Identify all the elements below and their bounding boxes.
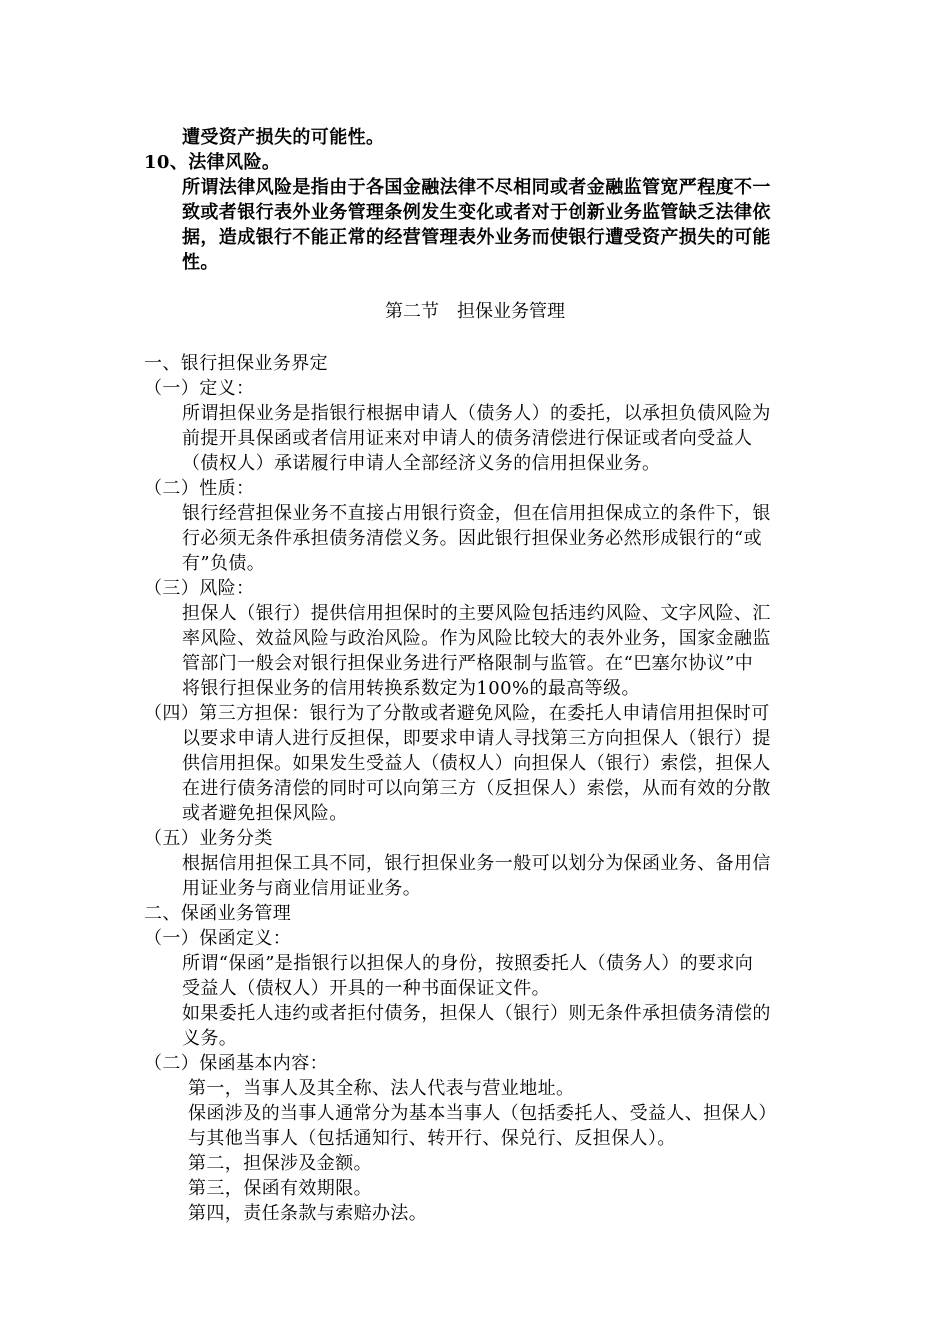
text-line: 与其他当事人（包括通知行、转开行、保兑行、反担保人）。: [188, 1128, 676, 1149]
text-line: 有”负债。: [182, 553, 266, 574]
subheading-classification: （五）业务分类: [144, 828, 273, 849]
text-line: 银行经营担保业务不直接占用银行资金，但在信用担保成立的条件下，银: [182, 503, 771, 524]
text-line: 如果委托人违约或者拒付债务，担保人（银行）则无条件承担债务清偿的: [182, 1003, 771, 1024]
text-line: 遭受资产损失的可能性。: [182, 127, 385, 148]
text-line: 以要求申请人进行反担保，即要求申请人寻找第三方向担保人（银行）提: [182, 728, 771, 749]
text-line: 将银行担保业务的信用转换系数定为100%的最高等级。: [182, 678, 640, 699]
heading-legal-risk: 10、法律风险。: [144, 152, 281, 173]
text-line: 或者避免担保风险。: [182, 803, 348, 824]
subheading-lg-definition: （一）保函定义：: [144, 928, 292, 949]
text-line: 前提开具保函或者信用证来对申请人的债务清偿进行保证或者向受益人: [182, 428, 753, 449]
text-line: 第二，担保涉及金额。: [188, 1153, 372, 1174]
subheading-nature: （二）性质：: [144, 478, 255, 499]
text-line: 担保人（银行）提供信用担保时的主要风险包括违约风险、文字风险、汇: [182, 603, 771, 624]
subheading-definition: （一）定义：: [144, 378, 255, 399]
text-line: 所谓法律风险是指由于各国金融法律不尽相同或者金融监管宽严程度不一: [182, 177, 771, 198]
text-line: 所谓担保业务是指银行根据申请人（债务人）的委托，以承担负债风险为: [182, 403, 771, 424]
text-line: （债权人）承诺履行申请人全部经济义务的信用担保业务。: [182, 453, 661, 474]
text-line: 所谓“保函”是指银行以担保人的身份，按照委托人（债务人）的要求向: [182, 953, 754, 974]
text-line: 性。: [182, 252, 219, 273]
text-line: 用证业务与商业信用证业务。: [182, 878, 422, 899]
subheading-third-party: （四）第三方担保：银行为了分散或者避免风险，在委托人申请信用担保时可: [144, 703, 770, 724]
heading-guarantee-definition: 一、银行担保业务界定: [144, 353, 328, 374]
text-line: 行必须无条件承担债务清偿义务。因此银行担保业务必然形成银行的“或: [182, 528, 762, 549]
text-line: 受益人（债权人）开具的一种书面保证文件。: [182, 978, 550, 999]
text-line: 率风险、效益风险与政治风险。作为风险比较大的表外业务，国家金融监: [182, 628, 771, 649]
text-line: 据，造成银行不能正常的经营管理表外业务而使银行遭受资产损失的可能: [182, 227, 771, 248]
text-line: 供信用担保。如果发生受益人（债权人）向担保人（银行）索偿，担保人: [182, 753, 771, 774]
section-title: 第二节 担保业务管理: [385, 301, 565, 322]
text-line: 第三，保函有效期限。: [188, 1178, 372, 1199]
subheading-lg-contents: （二）保函基本内容：: [144, 1053, 328, 1074]
text-line: 第一，当事人及其全称、法人代表与营业地址。: [188, 1078, 575, 1099]
text-line: 义务。: [182, 1028, 238, 1049]
text-line: 致或者银行表外业务管理条例发生变化或者对于创新业务监管缺乏法律依: [182, 202, 771, 223]
text-line: 根据信用担保工具不同，银行担保业务一般可以划分为保函业务、备用信: [182, 853, 771, 874]
subheading-risk: （三）风险：: [144, 578, 255, 599]
text-line: 保函涉及的当事人通常分为基本当事人（包括委托人、受益人、担保人）: [188, 1103, 777, 1124]
text-line: 在进行债务清偿的同时可以向第三方（反担保人）索偿，从而有效的分散: [182, 778, 771, 799]
text-line: 第四，责任条款与索赔办法。: [188, 1203, 428, 1224]
text-line: 管部门一般会对银行担保业务进行严格限制与监管。在“巴塞尔协议”中: [182, 653, 754, 674]
heading-letter-of-guarantee: 二、保函业务管理: [144, 903, 292, 924]
